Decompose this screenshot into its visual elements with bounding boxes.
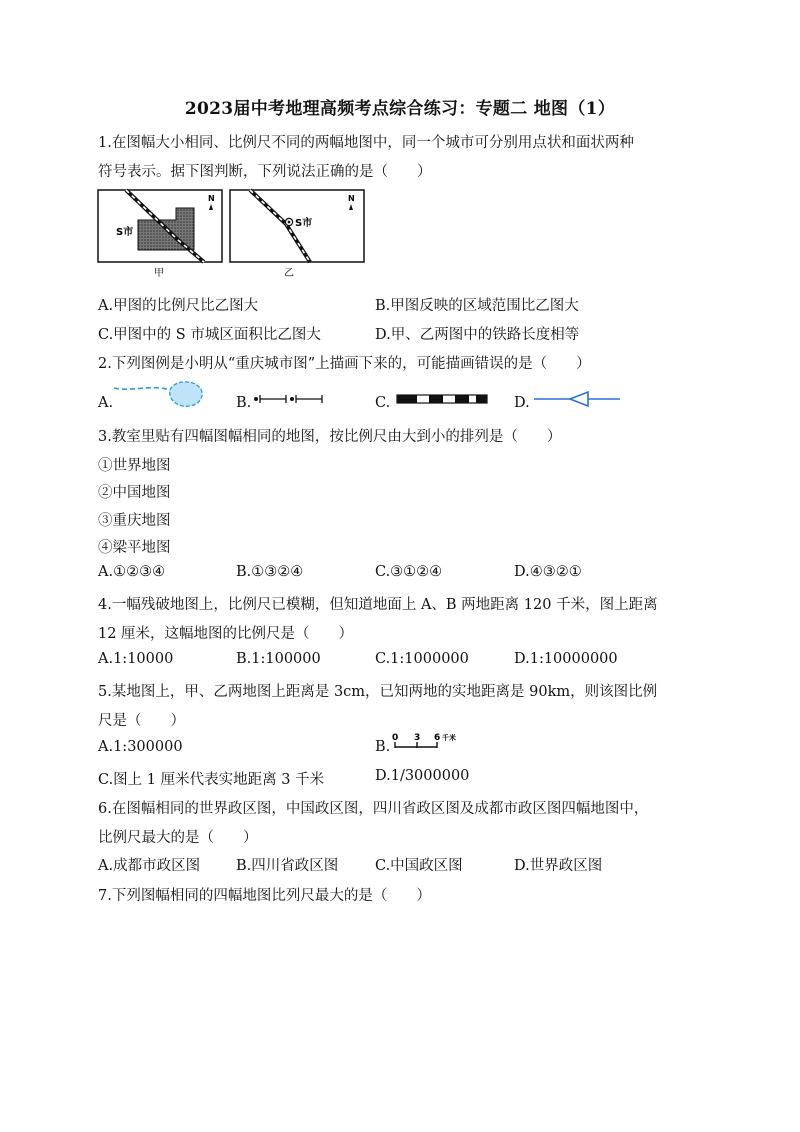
- q4-stem-line1: 4.一幅残破地图上，比例尺已模糊，但知道地面上 A、B 两地距离 120 千米，图上距离: [98, 597, 658, 613]
- q3-item-2: ②中国地图: [98, 485, 171, 501]
- q5-option-c: C.图上 1 厘米代表实地距离 3 千米: [98, 772, 325, 788]
- q2-option-c: C.: [375, 395, 391, 411]
- river-lake-symbol: [112, 378, 208, 410]
- q6-stem-line2: 比例尺最大的是（ ）: [98, 830, 258, 846]
- q3-stem: 3.教室里贴有四幅图幅相同的地图，按比例尺由大到小的排列是（ ）: [98, 429, 562, 445]
- q6-option-b: B.四川省政区图: [236, 858, 339, 874]
- q4-option-d: D.1:10000000: [514, 651, 618, 667]
- map-b-city-label: S市: [295, 218, 313, 229]
- q2-option-b: B.: [236, 395, 252, 411]
- q5-option-d: D.1/3000000: [375, 768, 470, 784]
- q1-stem-line1: 1.在图幅大小相同、比例尺不同的两幅地图中，同一个城市可分别用点状和面状两种: [98, 135, 634, 151]
- q5-option-b: B.: [375, 739, 391, 755]
- q2-option-d: D.: [514, 395, 530, 411]
- map-b-caption: 乙: [284, 268, 294, 279]
- q4-stem-line2: 12 厘米，这幅地图的比例尺是（ ）: [98, 626, 354, 642]
- map-a: [98, 190, 222, 279]
- q6-option-c: C.中国政区图: [375, 858, 463, 874]
- q1-stem-line2: 符号表示。据下图判断，下列说法正确的是（ ）: [98, 164, 432, 180]
- q3-item-4: ④梁平地图: [98, 540, 171, 556]
- q6-stem-line1: 6.在图幅相同的世界政区图，中国政区图，四川省政区图及成都市政区图四幅地图中，: [98, 801, 649, 817]
- q1-option-d: D.甲、乙两图中的铁路长度相等: [375, 327, 580, 343]
- q4-option-a: A.1:10000: [98, 651, 174, 667]
- q4-option-b: B.1:100000: [236, 651, 321, 667]
- q3-option-b: B.①③②④: [236, 564, 304, 580]
- line-scale-symbol: [390, 730, 474, 752]
- q2-option-a: A.: [98, 395, 114, 411]
- north-label: N: [348, 194, 355, 203]
- q1-option-b: B.甲图反映的区域范围比乙图大: [375, 298, 579, 314]
- arrow-symbol: [532, 390, 622, 408]
- scale-label-3: 3: [414, 733, 421, 743]
- q3-item-1: ①世界地图: [98, 458, 171, 474]
- q6-option-a: A.成都市政区图: [98, 858, 201, 874]
- q1-option-a: A.甲图的比例尺比乙图大: [98, 298, 259, 314]
- q3-item-3: ③重庆地图: [98, 513, 171, 529]
- q1-maps-figure: [96, 188, 368, 280]
- q2-stem: 2.下列图例是小明从“重庆城市图”上描画下来的，可能描画错误的是（ ）: [98, 356, 591, 372]
- map-b: [230, 190, 364, 279]
- map-a-city-label: S市: [116, 227, 134, 238]
- railway-symbol: [396, 393, 488, 405]
- q5-stem-line1: 5.某地图上，甲、乙两地图上距离是 3cm，已知两地的实地距离是 90km，则该图比例: [98, 684, 658, 700]
- scale-label-0: 0: [392, 733, 399, 743]
- q5-option-a: A.1:300000: [98, 739, 183, 755]
- page-title: 2023届中考地理高频考点综合练习：专题二 地图（1）: [184, 99, 616, 119]
- q5-stem-line2: 尺是（ ）: [98, 713, 185, 729]
- q3-option-d: D.④③②①: [514, 564, 582, 580]
- q4-option-c: C.1:1000000: [375, 651, 469, 667]
- scale-label-6: 6: [434, 733, 441, 743]
- q6-option-d: D.世界政区图: [514, 858, 603, 874]
- boundary-line-symbol: [250, 393, 326, 407]
- north-label: N: [208, 194, 215, 203]
- q1-option-c: C.甲图中的 S 市城区面积比乙图大: [98, 327, 321, 343]
- q3-option-a: A.①②③④: [98, 564, 166, 580]
- q3-option-c: C.③①②④: [375, 564, 443, 580]
- map-a-caption: 甲: [154, 268, 164, 279]
- q7-stem: 7.下列图幅相同的四幅地图比列尺最大的是（ ）: [98, 888, 431, 904]
- scale-unit-label: 千米: [442, 734, 456, 742]
